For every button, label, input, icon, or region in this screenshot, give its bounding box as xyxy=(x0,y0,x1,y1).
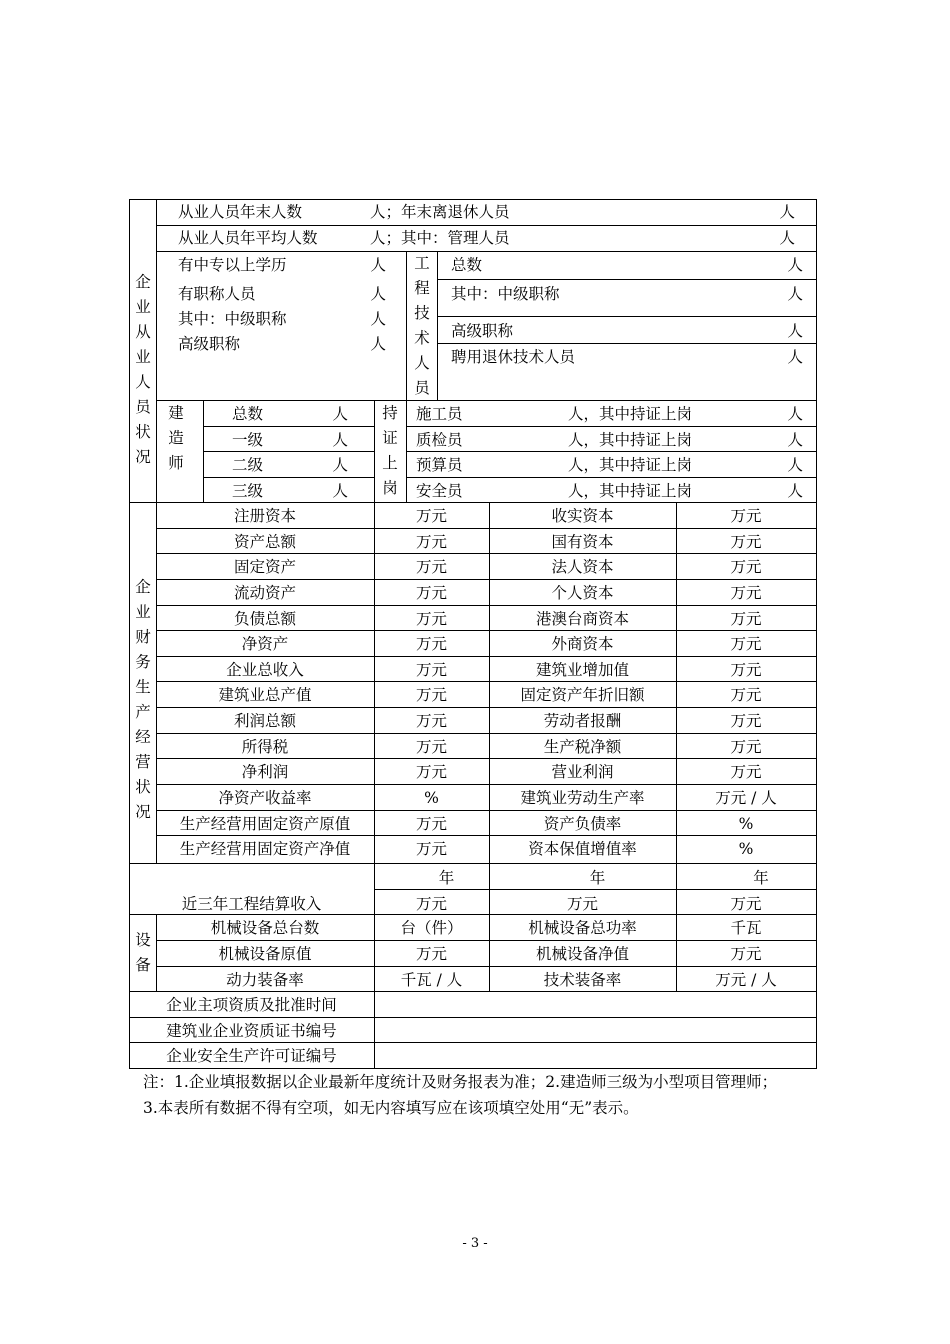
eng-row-label: 聘用退休技术人员 xyxy=(451,348,576,366)
finance-item-label: 资本保值增值率 xyxy=(528,840,637,858)
section-divider xyxy=(129,863,817,864)
table-rule xyxy=(156,656,817,657)
table-rule xyxy=(156,630,817,631)
staff-field-label: 从业人员年平均人数 xyxy=(178,229,318,247)
finance-item-label: 建筑业总产值 xyxy=(218,686,312,704)
builder-row-label: 三级 xyxy=(232,482,264,500)
finance-item-label: 法人资本 xyxy=(551,558,614,576)
titled-unit: 人 xyxy=(370,285,386,303)
equipment-item-unit: 万元 xyxy=(730,945,762,963)
finance-item-unit: 万元 xyxy=(730,558,762,576)
table-rule xyxy=(437,343,817,344)
table-rule xyxy=(203,477,375,478)
equipment-item-unit: 万元 xyxy=(415,945,447,963)
eng-row-unit: 人 xyxy=(787,322,803,340)
equipment-section-label: 设备 xyxy=(135,931,151,974)
equipment-item-unit: 台（件） xyxy=(400,919,463,937)
finance-item-unit: 万元 / 人 xyxy=(715,789,777,807)
staff-field-unit: 人 xyxy=(779,229,795,247)
builder-row-unit: 人 xyxy=(332,431,348,449)
finance-item-unit: 万元 xyxy=(730,533,762,551)
eng-row-label: 高级职称 xyxy=(451,322,514,340)
table-rule xyxy=(406,477,817,478)
finance-item-label: 固定资产年折旧额 xyxy=(520,686,645,704)
settlement-year-unit: 年 xyxy=(753,869,769,887)
cert-row-mid: 人，其中持证上岗 xyxy=(568,482,693,500)
note-line-1: 注：1.企业填报数据以企业最新年度统计及财务报表为准；2.建造师三级为小型项目管理师； xyxy=(143,1073,778,1091)
cert-row-mid: 人，其中持证上岗 xyxy=(568,456,693,474)
table-rule xyxy=(156,225,817,226)
finance-item-label: 个人资本 xyxy=(551,584,614,602)
settlement-money-unit: 万元 xyxy=(415,895,447,913)
finance-item-unit: 万元 xyxy=(415,507,447,525)
table-top-border xyxy=(129,199,817,200)
finance-item-unit: 万元 xyxy=(730,738,762,756)
table-rule xyxy=(156,681,817,682)
table-rule xyxy=(156,835,817,836)
finance-item-label: 流动资产 xyxy=(233,584,296,602)
cert-row-label: 质检员 xyxy=(416,431,463,449)
finance-item-label: 负债总额 xyxy=(233,610,296,628)
table-bottom-border xyxy=(129,1068,817,1069)
education-label: 有中专以上学历 xyxy=(178,256,287,274)
table-rule xyxy=(156,784,817,785)
titled-mid-unit: 人 xyxy=(370,310,386,328)
bottom-row-label: 建筑业企业资质证书编号 xyxy=(166,1022,337,1040)
cert-row-label: 施工员 xyxy=(416,405,463,423)
table-rule xyxy=(406,451,817,452)
finance-item-unit: 万元 xyxy=(415,738,447,756)
equipment-item-label: 机械设备原值 xyxy=(218,945,312,963)
cert-row-unit: 人 xyxy=(787,431,803,449)
cert-row-label: 安全员 xyxy=(416,482,463,500)
finance-item-label: 利润总额 xyxy=(233,712,296,730)
finance-item-unit: 万元 xyxy=(415,533,447,551)
table-rule xyxy=(437,316,817,317)
finance-item-label: 净资产收益率 xyxy=(218,789,312,807)
table-rule xyxy=(156,758,817,759)
staff-field-label: 从业人员年末人数 xyxy=(178,203,303,221)
finance-item-unit: 万元 xyxy=(415,686,447,704)
table-rule xyxy=(156,940,817,941)
builder-row-label: 总数 xyxy=(232,405,264,423)
table-rule xyxy=(156,605,817,606)
finance-item-unit: 万元 xyxy=(730,610,762,628)
finance-item-label: 所得税 xyxy=(241,738,289,756)
equipment-item-label: 机械设备净值 xyxy=(535,945,629,963)
cert-row-mid: 人，其中持证上岗 xyxy=(568,431,693,449)
table-rule xyxy=(406,251,407,401)
cert-label: 持证上岗 xyxy=(382,404,398,497)
finance-item-label: 注册资本 xyxy=(233,507,296,525)
table-rule xyxy=(203,451,375,452)
finance-item-label: 固定资产 xyxy=(233,558,296,576)
builder-row-label: 一级 xyxy=(232,431,264,449)
cert-row-unit: 人 xyxy=(787,456,803,474)
settlement-money-unit: 万元 xyxy=(730,895,762,913)
finance-item-unit: 万元 xyxy=(415,763,447,781)
personnel-section-label: 企业从业人员状况 xyxy=(135,273,151,466)
staff-field-unit: 人 xyxy=(779,203,795,221)
table-rule xyxy=(156,966,817,967)
builder-row-label: 二级 xyxy=(232,456,264,474)
table-rule xyxy=(156,733,817,734)
cert-row-unit: 人 xyxy=(787,405,803,423)
section-divider xyxy=(129,914,817,915)
finance-item-label: 生产税净额 xyxy=(543,738,622,756)
table-rule xyxy=(156,199,157,503)
eng-row-label: 其中：中级职称 xyxy=(451,285,560,303)
table-rule xyxy=(156,251,817,252)
cert-row-label: 预算员 xyxy=(416,456,463,474)
finance-item-unit: 万元 xyxy=(730,686,762,704)
cert-row-mid: 人，其中持证上岗 xyxy=(568,405,693,423)
bottom-row-value-field[interactable] xyxy=(376,1043,814,1065)
equipment-item-label: 动力装备率 xyxy=(226,971,304,989)
table-rule xyxy=(156,707,817,708)
finance-item-unit: % xyxy=(424,789,439,807)
equipment-item-label: 机械设备总台数 xyxy=(210,919,320,937)
titled-label: 有职称人员 xyxy=(178,285,256,303)
finance-item-label: 外商资本 xyxy=(551,635,614,653)
bottom-row-label: 企业安全生产许可证编号 xyxy=(166,1047,337,1065)
finance-item-unit: 万元 xyxy=(415,558,447,576)
finance-item-unit: 万元 xyxy=(730,635,762,653)
equipment-item-unit: 千瓦 / 人 xyxy=(400,971,463,989)
bottom-row-label: 企业主项资质及批准时间 xyxy=(166,996,337,1014)
finance-item-unit: 万元 xyxy=(730,507,762,525)
table-rule xyxy=(156,810,817,811)
finance-item-unit: % xyxy=(738,840,754,858)
table-left-border xyxy=(129,199,130,1069)
finance-item-unit: 万元 xyxy=(730,584,762,602)
table-rule xyxy=(437,279,817,280)
eng-row-label: 总数 xyxy=(451,256,483,274)
finance-item-unit: 万元 xyxy=(415,610,447,628)
titled-high-unit: 人 xyxy=(370,335,386,353)
settlement-label: 近三年工程结算收入 xyxy=(181,895,322,913)
builder-row-unit: 人 xyxy=(332,456,348,474)
finance-item-label: 营业利润 xyxy=(551,763,614,781)
bottom-row-value-field[interactable] xyxy=(376,992,814,1014)
equipment-item-label: 技术装备率 xyxy=(543,971,622,989)
table-right-border xyxy=(816,199,817,1069)
finance-item-unit: 万元 xyxy=(415,661,447,679)
table-rule xyxy=(437,251,438,401)
finance-item-unit: 万元 xyxy=(730,661,762,679)
cert-row-unit: 人 xyxy=(787,482,803,500)
eng-row-unit: 人 xyxy=(787,256,803,274)
finance-item-label: 劳动者报酬 xyxy=(543,712,622,730)
settlement-year-unit: 年 xyxy=(438,869,455,887)
finance-item-label: 净利润 xyxy=(241,763,289,781)
finance-item-unit: 万元 xyxy=(730,712,762,730)
finance-item-label: 建筑业增加值 xyxy=(535,661,629,679)
builder-row-unit: 人 xyxy=(332,405,348,423)
finance-item-label: 国有资本 xyxy=(551,533,614,551)
finance-item-unit: 万元 xyxy=(415,840,447,858)
table-rule xyxy=(156,528,817,529)
finance-item-label: 港澳台商资本 xyxy=(535,610,629,628)
table-rule xyxy=(203,426,375,427)
education-unit: 人 xyxy=(370,256,386,274)
eng-tech-staff-label: 工程技术人员 xyxy=(414,254,430,397)
table-rule xyxy=(374,889,817,890)
finance-item-label: 收实资本 xyxy=(551,507,614,525)
table-rule xyxy=(156,553,817,554)
finance-item-label: 生产经营用固定资产净值 xyxy=(179,840,351,858)
finance-item-label: 净资产 xyxy=(241,635,289,653)
finance-item-unit: 万元 xyxy=(415,635,447,653)
finance-item-unit: 万元 xyxy=(415,584,447,602)
finance-item-unit: 万元 xyxy=(415,815,447,833)
finance-item-label: 企业总收入 xyxy=(226,661,304,679)
builder-label: 建造师 xyxy=(168,403,184,472)
bottom-row-value-field[interactable] xyxy=(376,1018,814,1040)
titled-high-label: 高级职称 xyxy=(178,335,241,353)
section-divider xyxy=(129,502,817,503)
finance-section-label: 企业财务生产经营状况 xyxy=(135,578,151,821)
table-rule xyxy=(406,426,817,427)
eng-row-unit: 人 xyxy=(787,285,803,303)
equipment-item-unit: 万元 / 人 xyxy=(715,971,777,989)
finance-item-label: 资产总额 xyxy=(233,533,296,551)
equipment-item-label: 机械设备总功率 xyxy=(528,919,637,937)
staff-field-unit: 人；其中：管理人员 xyxy=(370,229,510,247)
titled-mid-label: 其中：中级职称 xyxy=(178,310,287,328)
staff-field-unit: 人；年末离退休人员 xyxy=(370,203,510,221)
page-number: - 3 - xyxy=(462,1236,488,1251)
finance-item-unit: 万元 xyxy=(415,712,447,730)
settlement-money-unit: 万元 xyxy=(566,895,598,913)
settlement-year-unit: 年 xyxy=(589,869,606,887)
note-line-2: 3.本表所有数据不得有空项，如无内容填写应在该项填空处用“无”表示。 xyxy=(143,1099,639,1117)
eng-row-unit: 人 xyxy=(787,348,803,366)
equipment-item-unit: 千瓦 xyxy=(730,919,762,937)
finance-item-label: 资产负债率 xyxy=(543,815,622,833)
builder-row-unit: 人 xyxy=(332,482,348,500)
table-rule xyxy=(156,579,817,580)
finance-item-unit: % xyxy=(738,815,754,833)
finance-item-label: 生产经营用固定资产原值 xyxy=(179,815,351,833)
table-rule xyxy=(156,400,817,401)
finance-item-label: 建筑业劳动生产率 xyxy=(520,789,645,807)
finance-item-unit: 万元 xyxy=(730,763,762,781)
